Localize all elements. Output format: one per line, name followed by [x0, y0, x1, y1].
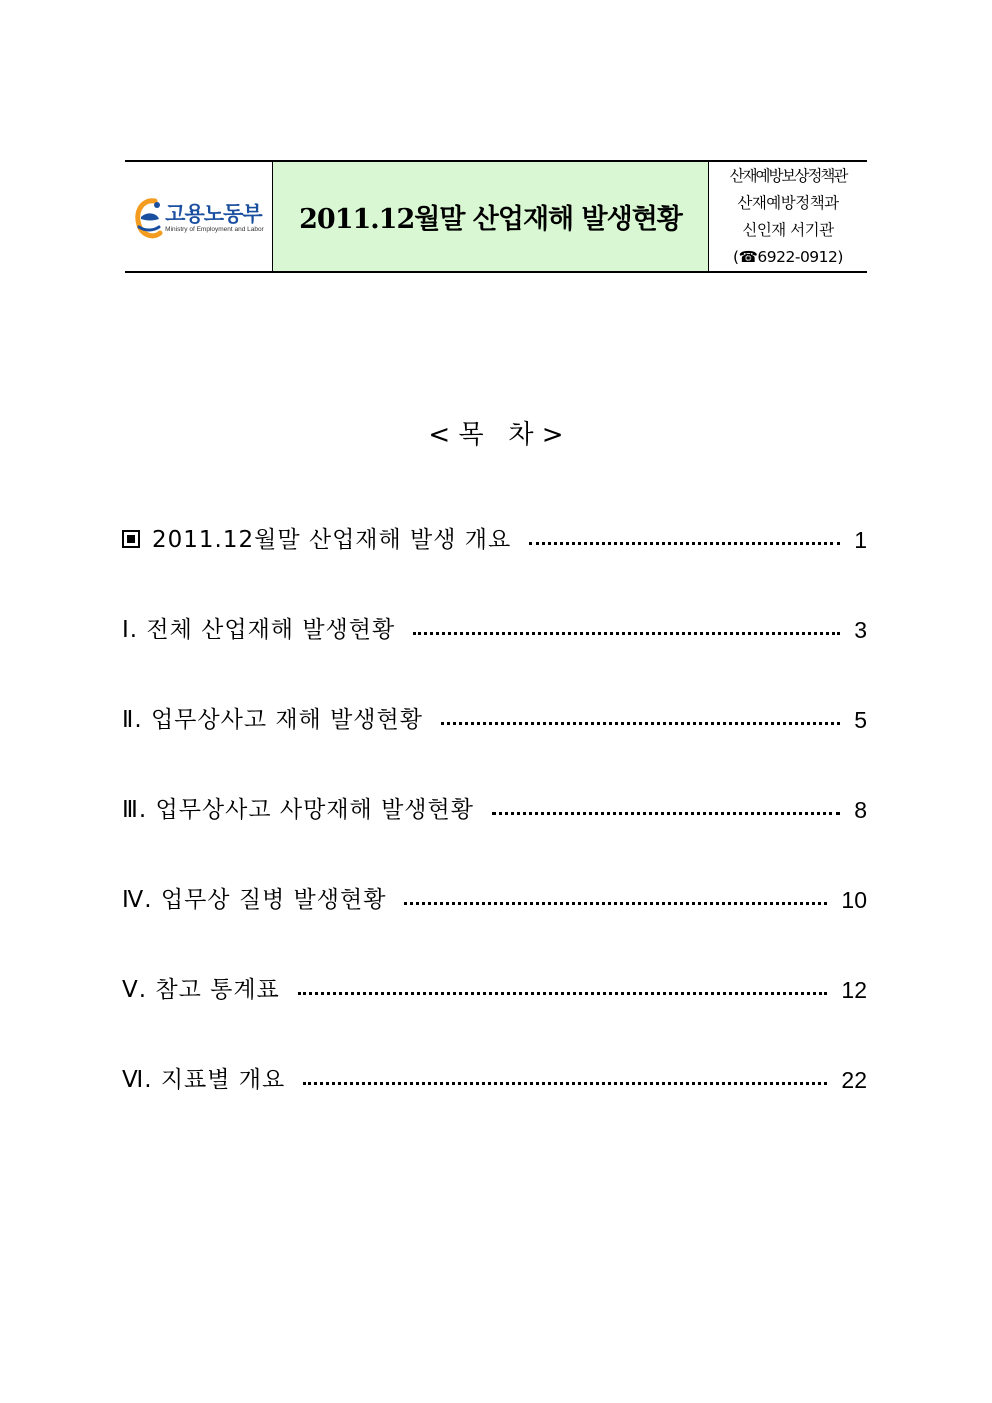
toc-page-number: 10: [841, 887, 867, 913]
toc-item[interactable]: [122, 790, 867, 880]
toc-page-number: 22: [841, 1067, 867, 1093]
toc-list: [122, 520, 867, 1150]
ministry-emblem-icon: [133, 195, 163, 243]
toc-page-number: 8: [854, 797, 867, 823]
toc-item-label: Ⅲ. 업무상사고 사망재해 발생현황: [122, 797, 474, 823]
logo-name: 고용노동부: [165, 202, 262, 226]
toc-page-number: 3: [854, 617, 867, 643]
info-line: 신인재 서기관: [742, 220, 834, 239]
info-line: 산재예방정책과: [737, 193, 839, 212]
header-table: [125, 160, 867, 273]
toc-page-number: 5: [854, 707, 867, 733]
ministry-logo: [133, 195, 264, 243]
phone-line: (☎6922-0912): [733, 247, 843, 266]
toc-item[interactable]: [122, 700, 867, 790]
dot-leader: [441, 700, 840, 740]
toc-item[interactable]: [122, 520, 867, 610]
title-cell: [273, 162, 709, 271]
toc-item-label: Ⅴ. 참고 통계표: [122, 977, 280, 1003]
contact-info: [709, 162, 867, 271]
toc-item-label: Ⅰ. 전체 산업재해 발생현황: [122, 617, 396, 643]
dot-leader: [413, 610, 840, 650]
toc-item-label: Ⅳ. 업무상 질병 발생현황: [122, 887, 387, 913]
toc-item[interactable]: [122, 610, 867, 700]
dot-leader: [298, 970, 828, 1010]
toc-item-label: Ⅱ. 업무상사고 재해 발생현황: [122, 707, 423, 733]
toc-item-label: 2011.12월말 산업재해 발생 개요: [152, 527, 512, 553]
filled-square-icon: [122, 530, 140, 548]
toc-item[interactable]: [122, 970, 867, 1060]
toc-item-label: Ⅵ. 지표별 개요: [122, 1067, 286, 1093]
info-line: 산재예방보상정책관: [729, 166, 847, 185]
toc-heading: < 목 차 >: [428, 420, 564, 450]
dot-leader: [492, 790, 840, 830]
toc-item[interactable]: [122, 880, 867, 970]
page-title: 2011.12월말 산업재해 발생현황: [299, 204, 682, 235]
toc-page-number: 1: [854, 527, 867, 553]
dot-leader: [303, 1060, 827, 1100]
logo-cell: [125, 162, 273, 271]
toc-page-number: 12: [841, 977, 867, 1003]
toc-item[interactable]: [122, 1060, 867, 1150]
dot-leader: [404, 880, 827, 920]
logo-subtitle: Ministry of Employment and Labor: [165, 226, 264, 233]
toc-item-label-wrap: [122, 520, 511, 560]
dot-leader: [529, 520, 840, 560]
